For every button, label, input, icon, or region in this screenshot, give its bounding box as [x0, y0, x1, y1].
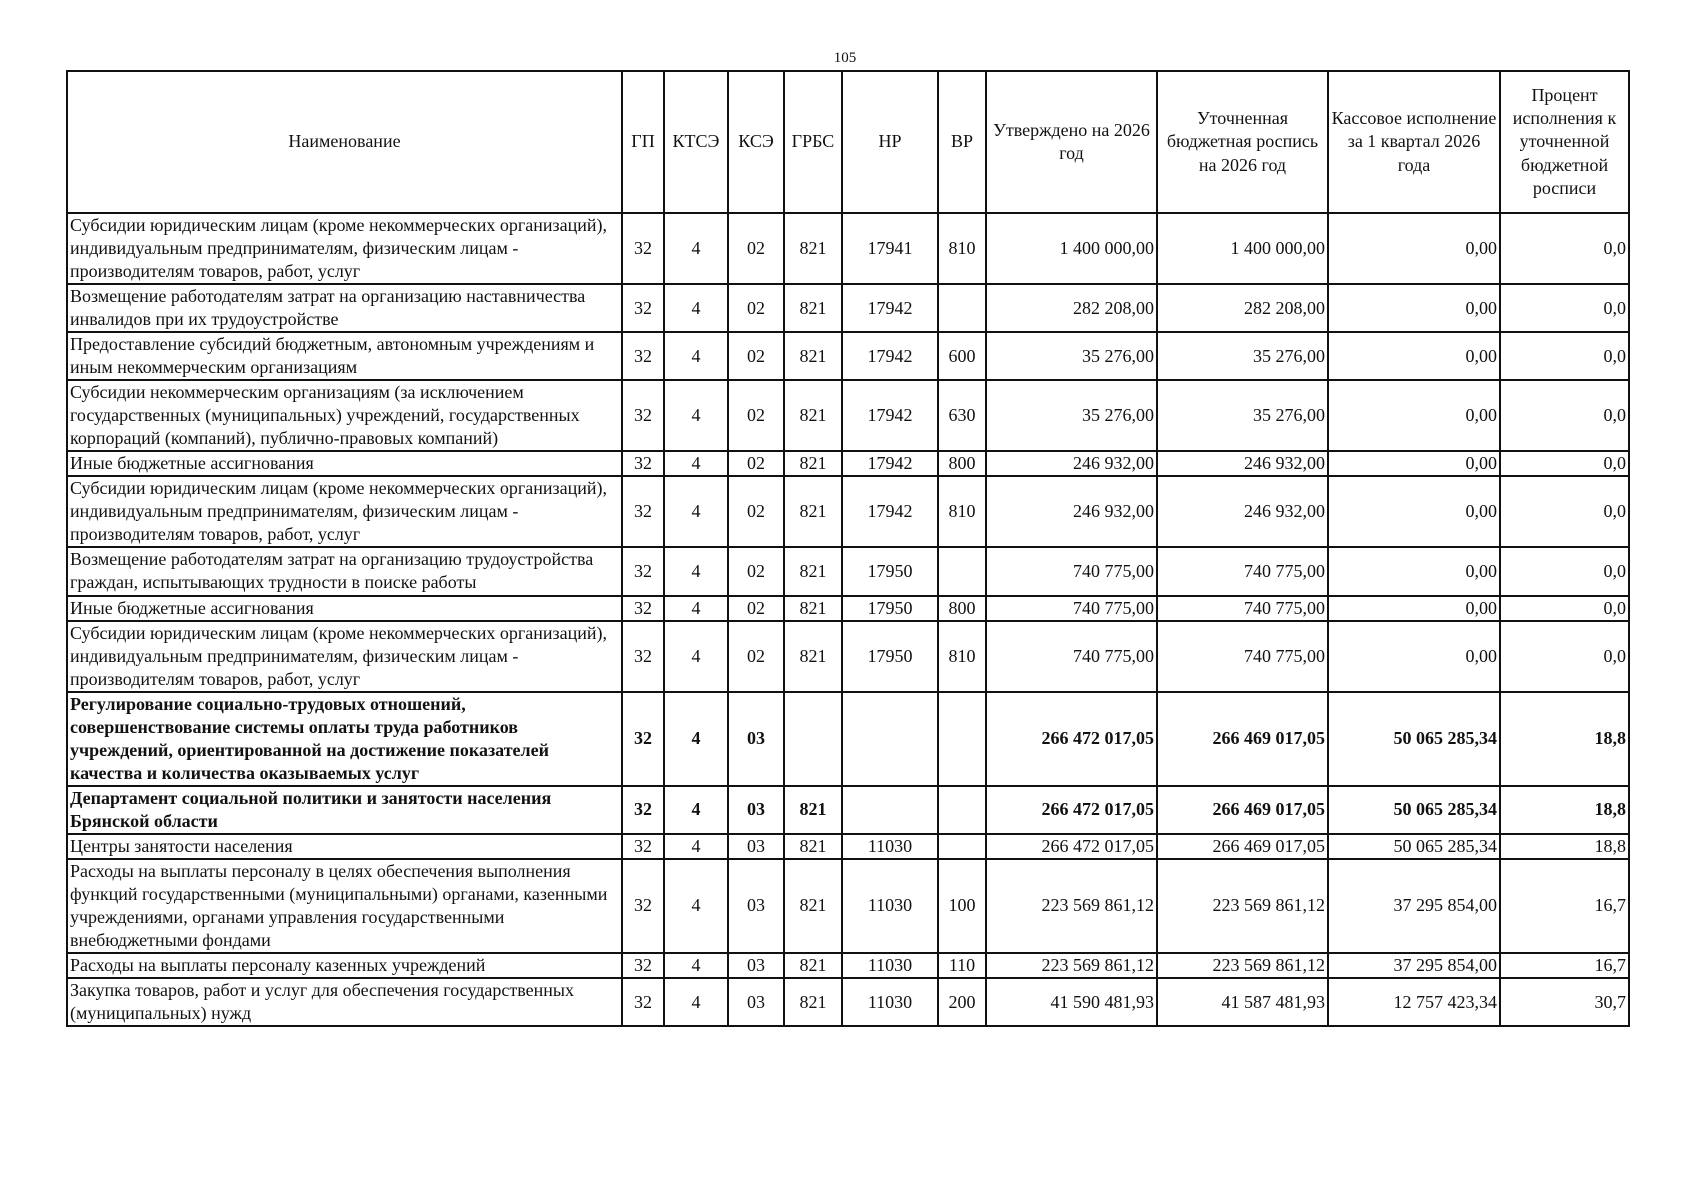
table-row	[67, 692, 1629, 786]
cell-gp: 32	[622, 284, 664, 332]
cell-ktse: 4	[664, 953, 728, 978]
cell-vr	[938, 284, 986, 332]
cell-grbs: 821	[784, 978, 842, 1026]
table-row	[67, 621, 1629, 692]
cell-kse: 02	[728, 284, 784, 332]
cell-gp: 32	[622, 786, 664, 834]
cell-ktse: 4	[664, 476, 728, 547]
cell-approved: 266 472 017,05	[986, 834, 1157, 859]
cell-name: Субсидии юридическим лицам (кроме некоммерческих организаций), индивидуальным предпринимателям, физическим лицам - производителям товаров, работ, услуг	[67, 213, 622, 284]
column-header-ktse: КТСЭ	[664, 71, 728, 213]
cell-refined: 266 469 017,05	[1157, 692, 1328, 786]
table-row	[67, 332, 1629, 380]
cell-cash: 0,00	[1328, 451, 1500, 476]
cell-cash: 0,00	[1328, 476, 1500, 547]
cell-gp: 32	[622, 332, 664, 380]
cell-vr: 810	[938, 621, 986, 692]
cell-gp: 32	[622, 834, 664, 859]
table-row	[67, 859, 1629, 953]
page-number: 105	[833, 50, 857, 66]
column-header-gp: ГП	[622, 71, 664, 213]
cell-gp: 32	[622, 476, 664, 547]
cell-cash: 50 065 285,34	[1328, 692, 1500, 786]
column-header-percent: Процент исполнения к уточненной бюджетной росписи	[1500, 71, 1629, 213]
cell-grbs: 821	[784, 332, 842, 380]
cell-refined: 740 775,00	[1157, 596, 1328, 621]
cell-gp: 32	[622, 859, 664, 953]
table-row	[67, 953, 1629, 978]
cell-percent: 0,0	[1500, 547, 1629, 595]
cell-nr: 17950	[842, 621, 938, 692]
column-header-name: Наименование	[67, 71, 622, 213]
cell-grbs: 821	[784, 547, 842, 595]
column-header-nr: НР	[842, 71, 938, 213]
cell-cash: 12 757 423,34	[1328, 978, 1500, 1026]
table-row	[67, 213, 1629, 284]
cell-percent: 0,0	[1500, 332, 1629, 380]
cell-approved: 740 775,00	[986, 596, 1157, 621]
cell-ktse: 4	[664, 451, 728, 476]
column-header-refined: Уточненная бюджетная роспись на 2026 год	[1157, 71, 1328, 213]
cell-percent: 0,0	[1500, 451, 1629, 476]
cell-vr: 810	[938, 476, 986, 547]
cell-ktse: 4	[664, 547, 728, 595]
cell-nr: 17942	[842, 380, 938, 451]
cell-ktse: 4	[664, 692, 728, 786]
cell-name: Субсидии некоммерческим организациям (за исключением государственных (муниципальных) учреждений, государственных корпораций (компаний), публично-правовых компаний)	[67, 380, 622, 451]
table-row	[67, 284, 1629, 332]
cell-name: Регулирование социально-трудовых отношений, совершенствование системы оплаты труда работников учреждений, ориентированной на достижение показателей качества и количества оказываемых услуг	[67, 692, 622, 786]
cell-percent: 30,7	[1500, 978, 1629, 1026]
cell-kse: 03	[728, 834, 784, 859]
cell-cash: 0,00	[1328, 213, 1500, 284]
cell-refined: 246 932,00	[1157, 451, 1328, 476]
cell-nr: 17950	[842, 596, 938, 621]
cell-grbs: 821	[784, 859, 842, 953]
cell-grbs: 821	[784, 476, 842, 547]
cell-approved: 35 276,00	[986, 332, 1157, 380]
cell-approved: 266 472 017,05	[986, 692, 1157, 786]
cell-grbs: 821	[784, 451, 842, 476]
cell-nr: 11030	[842, 859, 938, 953]
cell-vr	[938, 692, 986, 786]
cell-name: Центры занятости населения	[67, 834, 622, 859]
table-header-row	[67, 71, 1629, 213]
cell-kse: 02	[728, 596, 784, 621]
cell-nr: 11030	[842, 834, 938, 859]
cell-nr: 11030	[842, 978, 938, 1026]
cell-name: Иные бюджетные ассигнования	[67, 596, 622, 621]
cell-nr: 17950	[842, 547, 938, 595]
cell-cash: 0,00	[1328, 332, 1500, 380]
cell-percent: 18,8	[1500, 692, 1629, 786]
cell-name: Возмещение работодателям затрат на организацию трудоустройства граждан, испытывающих трудности в поиске работы	[67, 547, 622, 595]
cell-ktse: 4	[664, 213, 728, 284]
cell-vr: 800	[938, 596, 986, 621]
cell-kse: 03	[728, 786, 784, 834]
cell-gp: 32	[622, 451, 664, 476]
column-header-grbs: ГРБС	[784, 71, 842, 213]
cell-percent: 16,7	[1500, 859, 1629, 953]
cell-nr: 17941	[842, 213, 938, 284]
table-row	[67, 786, 1629, 834]
cell-grbs: 821	[784, 621, 842, 692]
cell-gp: 32	[622, 596, 664, 621]
cell-vr: 200	[938, 978, 986, 1026]
cell-nr: 17942	[842, 284, 938, 332]
cell-ktse: 4	[664, 332, 728, 380]
cell-approved: 223 569 861,12	[986, 953, 1157, 978]
cell-gp: 32	[622, 978, 664, 1026]
cell-ktse: 4	[664, 834, 728, 859]
cell-kse: 02	[728, 380, 784, 451]
cell-refined: 35 276,00	[1157, 380, 1328, 451]
cell-nr: 17942	[842, 476, 938, 547]
column-header-kse: КСЭ	[728, 71, 784, 213]
cell-grbs: 821	[784, 380, 842, 451]
cell-percent: 0,0	[1500, 213, 1629, 284]
cell-cash: 0,00	[1328, 284, 1500, 332]
cell-ktse: 4	[664, 978, 728, 1026]
cell-kse: 02	[728, 213, 784, 284]
cell-kse: 03	[728, 859, 784, 953]
cell-nr	[842, 692, 938, 786]
cell-gp: 32	[622, 213, 664, 284]
cell-percent: 0,0	[1500, 621, 1629, 692]
table-row	[67, 380, 1629, 451]
cell-vr: 630	[938, 380, 986, 451]
cell-gp: 32	[622, 692, 664, 786]
cell-percent: 0,0	[1500, 284, 1629, 332]
cell-ktse: 4	[664, 284, 728, 332]
cell-name: Субсидии юридическим лицам (кроме некоммерческих организаций), индивидуальным предпринимателям, физическим лицам - производителям товаров, работ, услуг	[67, 621, 622, 692]
cell-gp: 32	[622, 953, 664, 978]
cell-kse: 02	[728, 621, 784, 692]
cell-percent: 0,0	[1500, 380, 1629, 451]
cell-kse: 03	[728, 978, 784, 1026]
cell-cash: 37 295 854,00	[1328, 859, 1500, 953]
cell-kse: 03	[728, 953, 784, 978]
cell-vr: 810	[938, 213, 986, 284]
cell-cash: 0,00	[1328, 596, 1500, 621]
table-row	[67, 596, 1629, 621]
cell-vr: 110	[938, 953, 986, 978]
cell-ktse: 4	[664, 380, 728, 451]
cell-approved: 35 276,00	[986, 380, 1157, 451]
cell-refined: 35 276,00	[1157, 332, 1328, 380]
cell-ktse: 4	[664, 859, 728, 953]
cell-percent: 18,8	[1500, 834, 1629, 859]
cell-cash: 0,00	[1328, 547, 1500, 595]
cell-refined: 246 932,00	[1157, 476, 1328, 547]
cell-grbs: 821	[784, 213, 842, 284]
cell-approved: 41 590 481,93	[986, 978, 1157, 1026]
cell-vr: 100	[938, 859, 986, 953]
cell-refined: 266 469 017,05	[1157, 834, 1328, 859]
cell-refined: 282 208,00	[1157, 284, 1328, 332]
cell-percent: 0,0	[1500, 476, 1629, 547]
cell-refined: 223 569 861,12	[1157, 859, 1328, 953]
cell-vr	[938, 834, 986, 859]
cell-refined: 223 569 861,12	[1157, 953, 1328, 978]
cell-kse: 02	[728, 451, 784, 476]
cell-vr	[938, 547, 986, 595]
cell-refined: 740 775,00	[1157, 621, 1328, 692]
table-row	[67, 451, 1629, 476]
cell-gp: 32	[622, 380, 664, 451]
column-header-approved: Утверждено на 2026 год	[986, 71, 1157, 213]
cell-nr	[842, 786, 938, 834]
cell-vr: 800	[938, 451, 986, 476]
cell-approved: 246 932,00	[986, 476, 1157, 547]
table-row	[67, 978, 1629, 1026]
cell-name: Департамент социальной политики и занятости населения Брянской области	[67, 786, 622, 834]
cell-cash: 50 065 285,34	[1328, 834, 1500, 859]
cell-nr: 11030	[842, 953, 938, 978]
cell-grbs: 821	[784, 786, 842, 834]
cell-approved: 1 400 000,00	[986, 213, 1157, 284]
cell-approved: 740 775,00	[986, 621, 1157, 692]
column-header-cash: Кассовое исполнение за 1 квартал 2026 года	[1328, 71, 1500, 213]
cell-name: Расходы на выплаты персоналу в целях обеспечения выполнения функций государственными (муниципальными) органами, казенными учреждениями, органами управления государственными внебюджетными фондами	[67, 859, 622, 953]
cell-approved: 266 472 017,05	[986, 786, 1157, 834]
column-header-vr: ВР	[938, 71, 986, 213]
cell-gp: 32	[622, 547, 664, 595]
cell-ktse: 4	[664, 786, 728, 834]
cell-name: Субсидии юридическим лицам (кроме некоммерческих организаций), индивидуальным предпринимателям, физическим лицам - производителям товаров, работ, услуг	[67, 476, 622, 547]
cell-approved: 740 775,00	[986, 547, 1157, 595]
cell-grbs	[784, 692, 842, 786]
cell-kse: 02	[728, 332, 784, 380]
cell-name: Возмещение работодателям затрат на организацию наставничества инвалидов при их трудоустройстве	[67, 284, 622, 332]
cell-refined: 266 469 017,05	[1157, 786, 1328, 834]
cell-cash: 50 065 285,34	[1328, 786, 1500, 834]
cell-refined: 740 775,00	[1157, 547, 1328, 595]
cell-nr: 17942	[842, 332, 938, 380]
table-row	[67, 834, 1629, 859]
budget-execution-table	[66, 70, 1630, 1027]
cell-name: Закупка товаров, работ и услуг для обеспечения государственных (муниципальных) нужд	[67, 978, 622, 1026]
cell-refined: 1 400 000,00	[1157, 213, 1328, 284]
cell-name: Предоставление субсидий бюджетным, автономным учреждениям и иным некоммерческим организациям	[67, 332, 622, 380]
cell-name: Расходы на выплаты персоналу казенных учреждений	[67, 953, 622, 978]
cell-percent: 18,8	[1500, 786, 1629, 834]
cell-ktse: 4	[664, 621, 728, 692]
cell-nr: 17942	[842, 451, 938, 476]
cell-gp: 32	[622, 621, 664, 692]
cell-kse: 02	[728, 476, 784, 547]
cell-grbs: 821	[784, 596, 842, 621]
cell-approved: 282 208,00	[986, 284, 1157, 332]
cell-cash: 0,00	[1328, 621, 1500, 692]
cell-grbs: 821	[784, 953, 842, 978]
cell-name: Иные бюджетные ассигнования	[67, 451, 622, 476]
cell-vr	[938, 786, 986, 834]
cell-cash: 0,00	[1328, 380, 1500, 451]
table-row	[67, 476, 1629, 547]
cell-approved: 223 569 861,12	[986, 859, 1157, 953]
cell-grbs: 821	[784, 834, 842, 859]
cell-percent: 0,0	[1500, 596, 1629, 621]
cell-percent: 16,7	[1500, 953, 1629, 978]
cell-cash: 37 295 854,00	[1328, 953, 1500, 978]
cell-grbs: 821	[784, 284, 842, 332]
cell-kse: 03	[728, 692, 784, 786]
table-body	[67, 213, 1629, 1026]
cell-ktse: 4	[664, 596, 728, 621]
cell-vr: 600	[938, 332, 986, 380]
table-row	[67, 547, 1629, 595]
cell-refined: 41 587 481,93	[1157, 978, 1328, 1026]
cell-kse: 02	[728, 547, 784, 595]
cell-approved: 246 932,00	[986, 451, 1157, 476]
